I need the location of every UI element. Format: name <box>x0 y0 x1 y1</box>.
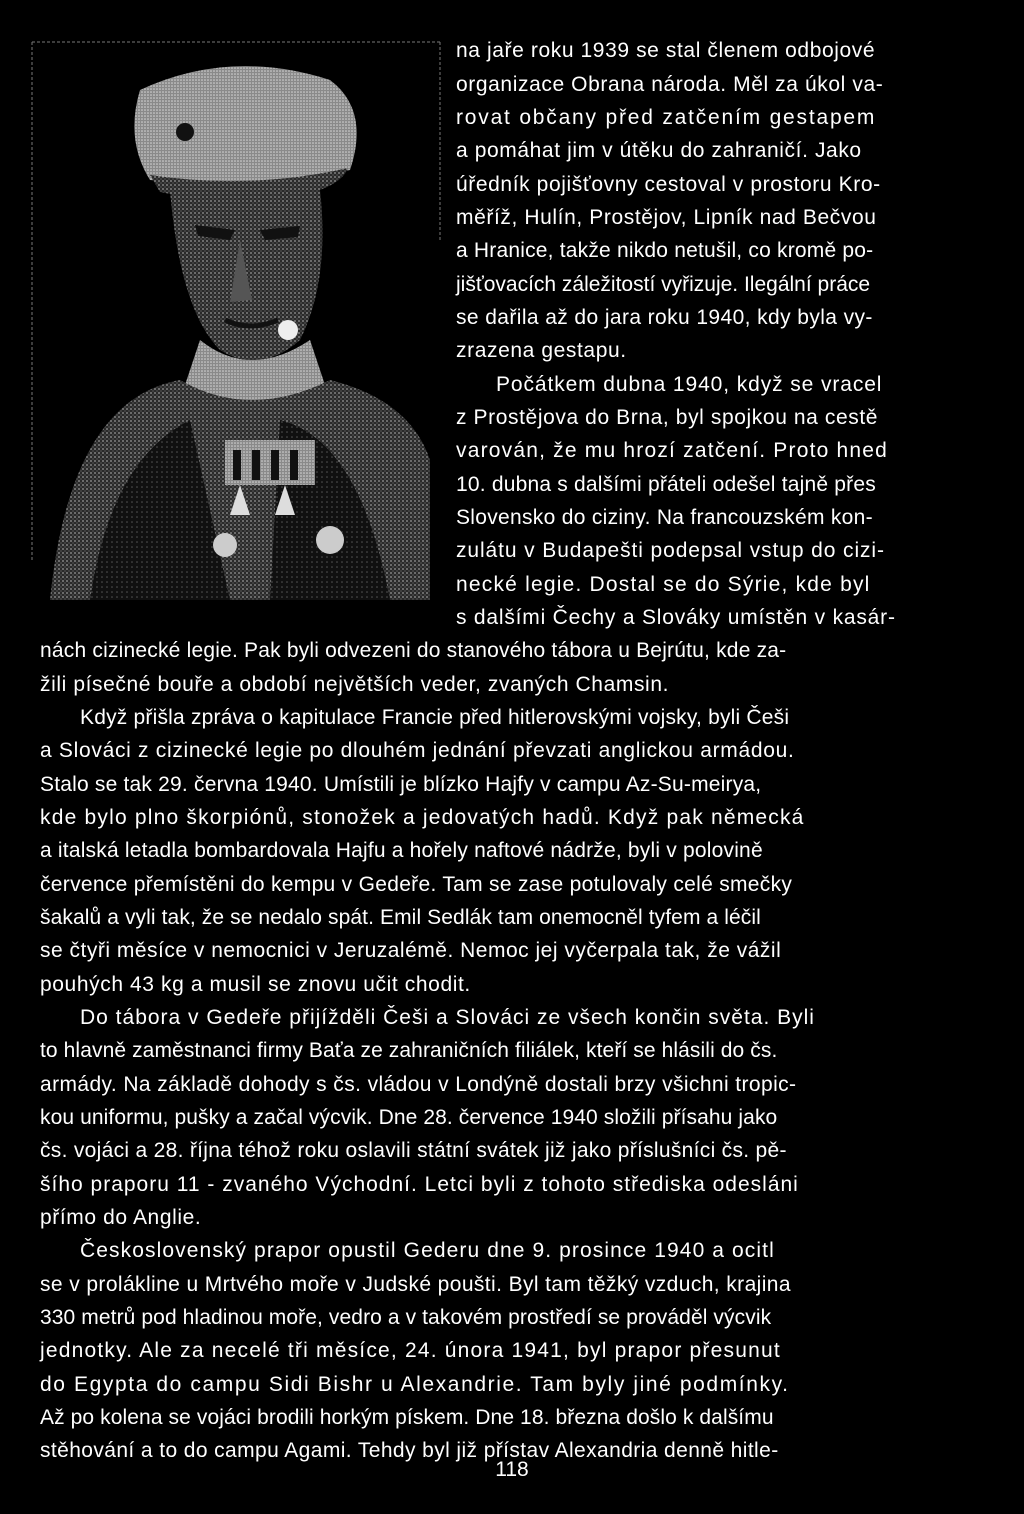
text-line-full: jednotky. Ale za necelé tři měsíce, 24. února 1941, byl prapor přesunut <box>40 1339 781 1362</box>
text-line-wrap: se dařila až do jara roku 1940, kdy byla vy- <box>456 306 873 329</box>
text-line-full: do Egypta do campu Sidi Bishr u Alexandrie. Tam byly jiné podmínky. <box>40 1373 790 1396</box>
text-line-wrap: a Hranice, takže nikdo netušil, co kromě po- <box>456 239 874 262</box>
text-line-wrap: zulátu v Budapešti podepsal vstup do cizi- <box>456 539 885 562</box>
text-line-full: šakalů a vyli tak, že se nedalo spát. Emil Sedlák tam onemocněl tyfem a léčil <box>40 906 761 929</box>
text-line-full: se v prolákline u Mrtvého moře v Judské poušti. Byl tam těžký vzduch, krajina <box>40 1273 791 1296</box>
text-line-full: žili písečné bouře a období největších veder, zvaných Chamsin. <box>40 673 670 696</box>
text-line-full: a italská letadla bombardovala Hajfu a hořely naftové nádrže, byli v polovině <box>40 839 763 862</box>
text-line-wrap: zrazena gestapu. <box>456 339 627 362</box>
text-line-full: čs. vojáci a 28. října téhož roku oslavili státní svátek již jako příslušníci čs. pě- <box>40 1139 787 1162</box>
page-number: 118 <box>495 1458 529 1481</box>
text-line-wrap: úředník pojišťovny cestoval v prostoru Kro- <box>456 173 881 196</box>
text-line-wrap: 10. dubna s dalšími přáteli odešel tajně přes <box>456 473 876 496</box>
portrait-photo-icon <box>30 40 442 600</box>
text-line-full: Když přišla zpráva o kapitulace Francie před hitlerovskými vojsky, byli Češi <box>80 706 790 729</box>
text-line-wrap: s dalšími Čechy a Slováky umístěn v kasár- <box>456 606 896 629</box>
text-line-wrap: měříž, Hulín, Prostějov, Lipník nad Bečvou <box>456 206 877 229</box>
text-line-full: se čtyři měsíce v nemocnici v Jeruzalémě. Nemoc jej vyčerpala tak, že vážil <box>40 939 782 962</box>
text-line-full: Do tábora v Gedeře přijížděli Češi a Slováci ze všech končin světa. Byli <box>80 1006 815 1029</box>
text-line-full: Československý prapor opustil Gederu dne 9. prosince 1940 a ocitl <box>80 1239 775 1262</box>
text-line-full: šího praporu 11 - zvaného Východní. Letci byli z tohoto střediska odesláni <box>40 1173 799 1196</box>
text-line-full: stěhování a to do campu Agami. Tehdy byl již přístav Alexandria denně hitle- <box>40 1439 779 1462</box>
text-line-wrap: Slovensko do ciziny. Na francouzském kon- <box>456 506 873 529</box>
text-line-wrap: varován, že mu hrozí zatčení. Proto hned <box>456 439 889 462</box>
text-line-full: Stalo se tak 29. června 1940. Umístili je blízko Hajfy v campu Az-Su-meirya, <box>40 773 762 796</box>
text-line-full: kde bylo plno škorpiónů, stonožek a jedovatých hadů. Když pak německá <box>40 806 805 829</box>
text-line-wrap: necké legie. Dostal se do Sýrie, kde byl <box>456 573 871 596</box>
portrait-photo <box>30 40 442 600</box>
text-line-full: nách cizinecké legie. Pak byli odvezeni do stanového tábora u Bejrútu, kde za- <box>40 639 787 662</box>
text-line-full: armády. Na základě dohody s čs. vládou v Londýně dostali brzy všichni tropic- <box>40 1073 797 1096</box>
text-line-wrap: rovat občany před zatčením gestapem <box>456 106 877 129</box>
text-line-full: července přemístěni do kempu v Gedeře. Tam se zase potulovaly celé smečky <box>40 873 793 896</box>
text-line-full: to hlavně zaměstnanci firmy Baťa ze zahraničních filiálek, kteří se hlásili do čs. <box>40 1039 778 1062</box>
text-line-wrap: na jaře roku 1939 se stal členem odbojové <box>456 39 876 62</box>
text-line-full: pouhých 43 kg a musil se znovu učit chodit. <box>40 973 471 996</box>
text-line-full: 330 metrů pod hladinou moře, vedro a v takovém prostředí se prováděl výcvik <box>40 1306 772 1329</box>
text-line-full: a Slováci z cizinecké legie po dlouhém jednání převzati anglickou armádou. <box>40 739 795 762</box>
text-line-full: kou uniformu, pušky a začal výcvik. Dne 28. července 1940 složili přísahu jako <box>40 1106 778 1129</box>
text-line-full: přímo do Anglie. <box>40 1206 202 1229</box>
text-line-wrap: organizace Obrana národa. Měl za úkol va- <box>456 73 884 96</box>
text-line-full: Až po kolena se vojáci brodili horkým pískem. Dne 18. března došlo k dalšímu <box>40 1406 774 1429</box>
text-line-wrap: jišťovacích záležitostí vyřizuje. Ilegální práce <box>456 273 871 296</box>
text-line-wrap: Počátkem dubna 1940, když se vracel <box>496 373 883 396</box>
text-line-wrap: z Prostějova do Brna, byl spojkou na cestě <box>456 406 879 429</box>
text-line-wrap: a pomáhat jim v útěku do zahraničí. Jako <box>456 139 862 162</box>
